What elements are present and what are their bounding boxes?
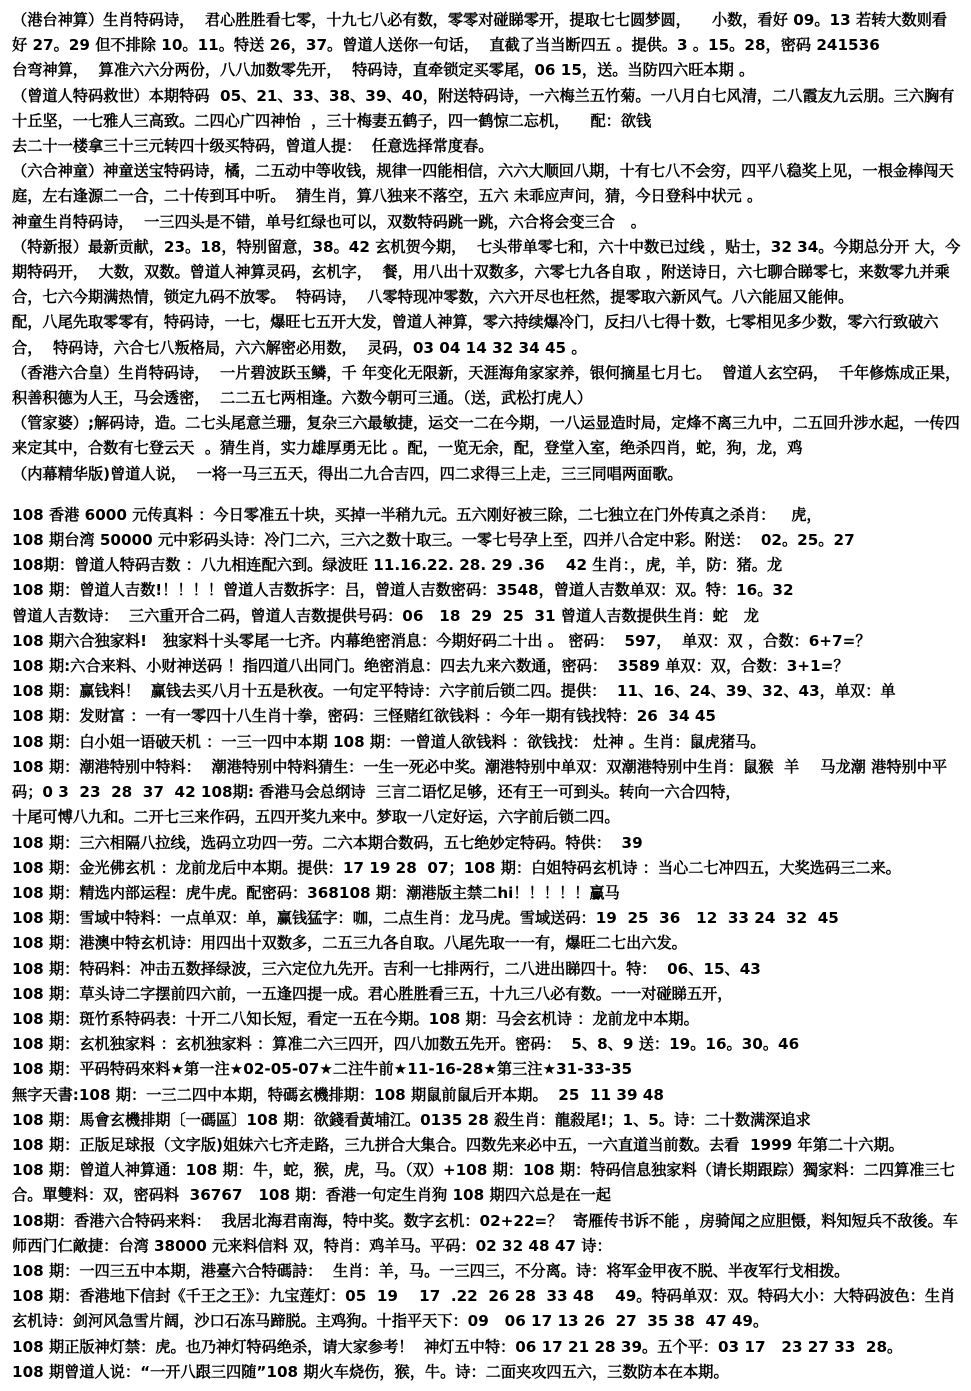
text-line: （管家婆）;解码诗，造。二七头尾意兰珊，复杂三六最敏捷，运交一二在今期，一八运显造时局，定烽不离三九中，二五回升涉水起，一传四来定其中，合数有七登云天 。猜生肖，实力雄厚勇无比 。配，一览无余，配，登堂入室，绝杀四肖，蛇，狗，龙，鸡 [12,414,960,458]
text-line: 無字天書:108 期：一三二四中本期，特碼玄機排期：108 期鼠前鼠后开本期。 25 11 39 48 [12,1085,664,1104]
text-line: 108 期：特码料：冲击五数择绿波，三六定位九先开。吉利一七排两行，二八进出睇四十。特： 06、15、43 [12,959,761,978]
text-line: 108 期：赢钱料！ 赢钱去买八月十五是秋夜。一句定平特诗：六字前后锁二四。提供： 11、16、24、39、32、43，单双：单 [12,682,896,701]
text-line: 108期：香港六合特码来料： 我居北海君南海，特中奖。数字玄机：02+22=？ 寄雁传书诉不能 ，房骑闻之应胆慑，料知短兵不敌後。车师西门仁敵捷：台湾 38000 元来料信料 双，特肖：鸡羊马。平码：02 32 48 47 诗： [12,1211,958,1255]
bottom-section [12,503,961,1385]
text-line: 108 期：港澳中特玄机诗：用四出十双数多，二五三九各自取。八尾先取一一有，爆旺二七出六发。 [12,934,687,953]
text-line: 108 期：曾道人神算通：108 期：牛，蛇，猴，虎，马。（双）+108 期：108 期：特码信息独家料（请长期跟踪）獨家料：二四算准三七合。單雙料：双，密码料 36767 108 期：香港一句定生肖狗 108 期四六总是在一起 [12,1161,955,1205]
text-line: （六合神童）神童送宝特码诗，橘，二五动中等收钱，规律一四能相信，六六大顺回八期，十有七八不会穷，四平八稳奖上见，一根金棒闯天庭，左右逢源二一合，二十传到耳中听。 猜生肖，算八独来不落空，五六 未乖应声问，猜，今日登科中状元 。 [12,162,954,206]
text-line: 108 期：斑竹系特码表：十开二八知长短，看定一五在今期。108 期：马会玄机诗 ：龙前龙中本期。 [12,1009,699,1028]
section-divider [12,487,961,497]
text-line: 台弯神算， 算准六六分两份，八八加数零先开， 特码诗，直牵锁定买零尾，06 15，送。当防四六旺本期 。 [12,61,755,80]
text-line: （内幕精华版)曾道人说， 一将一马三五天，得出二九合吉四，四二求得三上走，三三同唱两面歌。 [12,464,683,483]
text-line: 108 香港 6000 元传真料 ：今日零准五十块，买掉一半稍九元。五六刚好被三除，二七独立在门外传真之杀肖： 虎， [12,505,822,524]
text-line: 108 期：白小姐一语破天机 ：一三一四中本期 108 期：一曾道人欲钱料 ：欲钱找： 灶神 。生肖：鼠虎猪马。 [12,732,766,751]
text-line: 108 期：雪域中特料：一点单双：单，赢钱猛字：咖，二点生肖：龙马虎。雪域送码：19 25 36 12 33 24 32 45 [12,909,839,928]
text-line: （特新报）最新贡献，23。18，特别留意，38。42 玄机贺今期， 七头带单零七和，六十中数已过线 ，贴士，32 34。今期总分开 大，今期特码开， 大数，双数。曾道人神算灵码，玄机字， 餐，用八出十双数多，六零七九各自取 ，附送诗日，六七聊合睇零七，来数零九并乘合，七六今期满热情，锁定九码不放零。 特码诗， 八零特现冲零数，六六开尽也枉然，提零取六新风气。八六能屈又能伸。 [12,237,961,307]
text-line: 108 期台湾 50000 元中彩码头诗：冷门二六，三六之数十取三。一零七号孕上至，四并八合定中彩。附送： 02。25。27 [12,531,855,550]
text-line: 108 期曾道人说：“一开八跟三四随”108 期火车烧伤，猴，牛。诗：二面夹攻四五六，三数防本在本期。 [12,1362,729,1381]
text-line: 108 期：潮港特别中特料： 潮港特别中特料猜生：一生一死必中奖。潮港特别中单双：双潮港特别中生肖：鼠猴 羊 马龙潮 港特别中平码；0 3 23 28 37 42 108期: 香港马会总纲诗 三言二语忆足够，还有王一可到头。转向一六合四特， [12,757,948,802]
text-line: 十尾可愽八九和。二开七三来作码，五四开奖九来中。梦取一八定好运，六字前后锁二四。 [12,808,620,827]
text-line: 108 期：曾道人吉数!！！！！曾道人吉数拆字：吕，曾道人吉数密码：3548，曾道人吉数单双：双。特：16。32 [12,581,794,600]
text-line: 神童生肖特码诗， 一三四头是不错，单号红绿也可以，双数特码跳一跳，六合将会变三合 。 [12,212,646,231]
top-section [12,8,961,487]
text-line: 108 期：正版足球报（文字版)姐妹六七齐走路，三九拼合大集合。四数先来必中五，一六直道当前数。去看 1999 年第二十六期。 [12,1135,904,1154]
text-line: 108 期：玄机独家料 ：玄机独家料 ：算准二六三四开，四八加数五先开。密码： 5、8、9 送：19。16。30。46 [12,1035,800,1054]
text-line: 108 期：金光佛玄机 ：龙前龙后中本期。提供：17 19 28 07；108 期：白姐特码玄机诗 ：当心二七冲四五，大奖选码三二来。 [12,858,901,877]
text-line: 108 期:六合来料、小财神送码 ！指四道八出同门。绝密消息：四去九来六数通，密码： 3589 单双：双，合数：3+1=？ [12,657,849,676]
text-line: 配，八尾先取零零有，特码诗，一七，爆旺七五开大发，曾道人神算，零六持续爆冷门，反扫八七得十数，七零相见多少数，零六行致破六合， 特码诗，六合七八叛格局，六六解密必用数， 灵码，03 04 14 32 34 45 。 [12,313,939,357]
text-line: 108 期：馬會玄機排期〔一碼區〕108 期：欲錢看黃埔江。0135 28 殺生肖：龍殺尾!；1、5。诗：二十数满深追求 [12,1110,811,1129]
text-line: 108 期六合独家料! 独家料十头零尾一七齐。内幕绝密消息：今期好码二十出 。 密码： 597， 单双：双 ，合数：6+7=？ [12,631,871,650]
text-line: 108 期：发财富 ：一有一零四十八生肖十拳，密码：三怪赌红欲钱料 ：今年一期有钱找特：26 34 45 [12,707,716,726]
text-line: 108 期：平码特码來料★第一注★02-05-07★二注牛前★11-16-28★第三注★31-33-35 [12,1060,633,1079]
text-line: 108 期：精选内部运程：虎牛虎。配密码：368108 期：潮港版主禁二hi！！！！！驘马 [12,883,620,902]
text-line: 去二十一楼拿三十三元转四十级买特码，曾道人提： 任意选择常度春。 [12,137,494,156]
text-line: 108 期：草头诗二字摆前四六前，一五逢四提一成。君心胜胜看三五，十九三八必有数。一一对碰睇五开， [12,984,733,1003]
text-line: 108 期：三六相隔八拉线，选码立功四一劳。二六本期合数码，五七绝妙定特码。特供： 39 [12,833,643,852]
text-line: （港台神算）生肖特码诗， 君心胜胜看七零，十九七八必有数，零零对碰睇零开，提取七七圆梦圆， 小数，看好 09。13 若转大数则看好 27。29 但不排除 10。11。特送 26，37。曾道人送你一句话， 直截了当当断四五 。提供。3 。15。28，密码 241536 [12,11,948,55]
text-line: （香港六合皇）生肖特码诗， 一片碧波跃玉鳞，千 年变化无限新，天涯海角家家养，银何摘星七月七。 曾道人玄空码， 千年修炼成正果，积善积德为人王，马会透密， 二二五七两相逢。六数今朝可三通。（送，武松打虎人） [12,363,961,408]
text-line: 曾道人吉数诗： 三六重开合二码，曾道人吉数提供号码：06 18 29 25 31 曾道人吉数提供生肖：蛇 龙 [12,606,759,625]
text-line: 108 期正版神灯禁：虎。也乃神灯特码绝杀，请大家参考！ 神灯五中特：06 17 21 28 39。五个平：03 17 23 27 33 28。 [12,1337,903,1356]
text-line: 108 期：一四三五中本期，港臺六合特碼詩： 生肖：羊，马。一三四三，不分离。诗：将军金甲夜不脱、半夜军行戈相拨。 [12,1261,850,1280]
text-line: 108 期：香港地下信封《千王之王》：九宝莲灯：05 19 17 .22 26 28 33 48 49。特码单双：双。特码大小：大特码波色：生肖玄机诗：剑河风急雪片阔，沙口石冻马蹄脱。主鸡狗。十指平天下：09 06 17 13 26 27 35 38 47 49。 [12,1287,956,1331]
text-line: （曾道人特码救世）本期特码 05、21、33、38、39、40，附送特码诗，一六梅兰五竹菊。一八月白七风清，二八霞友九云朋。三六胸有十丘坚，一七雅人三高致。二四心广四神怡 ，三十梅妻五鹤子，四一鹤惊二忘机， 配：欲钱 [12,86,955,130]
text-line: 108期：曾道人特码吉数 ：八九相连配六到。绿波旺 11.16.22. 28. 29 .36 42 生肖：，虎，羊，防：猪。龙 [12,556,783,575]
